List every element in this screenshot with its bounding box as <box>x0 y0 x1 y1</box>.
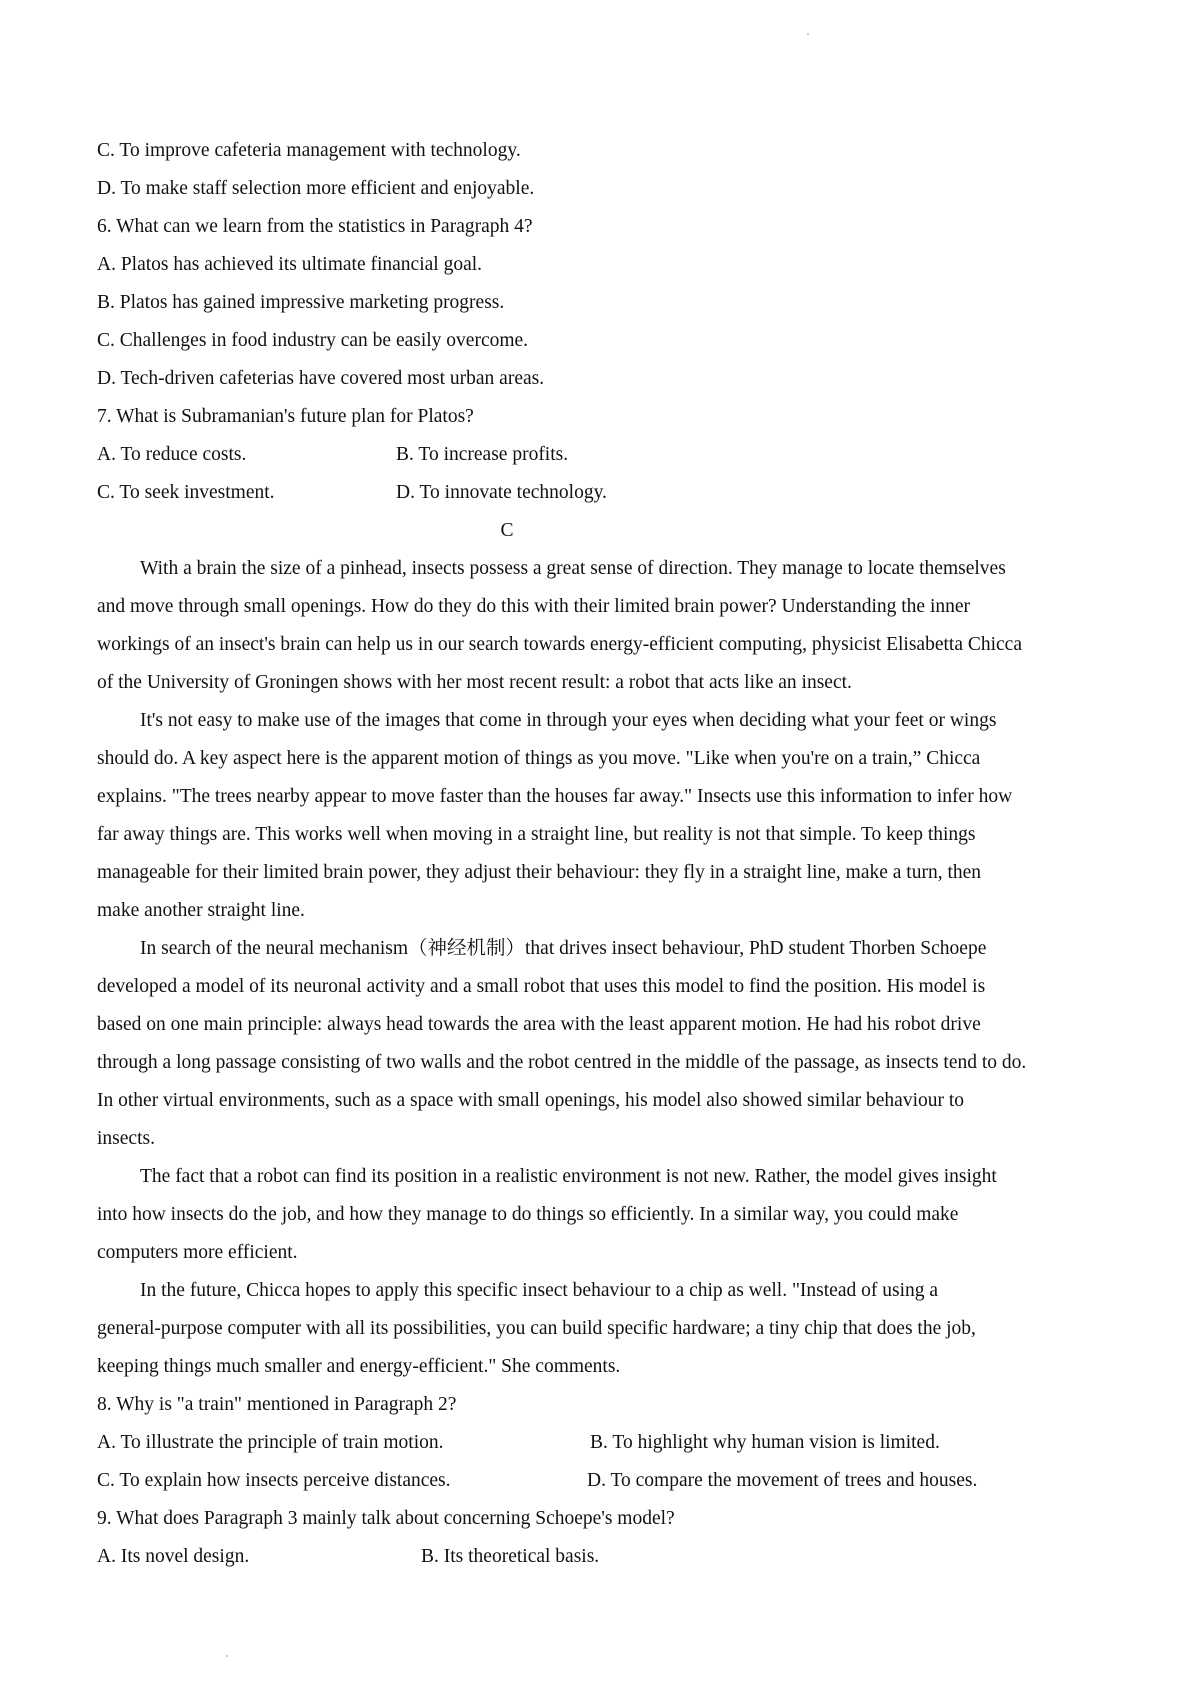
q8-option-d: D. To compare the movement of trees and houses. <box>587 1470 978 1491</box>
passage-line: computers more efficient. <box>97 1242 298 1263</box>
passage-line: of the University of Groningen shows with her most recent result: a robot that acts like an insect. <box>97 672 852 693</box>
section-heading: C <box>500 520 514 541</box>
q9-options-row-1 <box>97 1538 1117 1576</box>
passage-line: developed a model of its neuronal activity and a small robot that uses this model to find the position. His model is <box>97 976 986 997</box>
scan-speck <box>807 33 809 35</box>
page-content <box>97 132 1117 1576</box>
passage-line: The fact that a robot can find its position in a realistic environment is not new. Rather, the model gives insight <box>140 1166 997 1187</box>
q5-option-c: C. To improve cafeteria management with technology. <box>97 140 521 161</box>
passage-paragraph-1 <box>97 550 1117 702</box>
passage-line: manageable for their limited brain power, they adjust their behaviour: they fly in a straight line, make a turn, then <box>97 862 982 883</box>
q7-question: 7. What is Subramanian's future plan for Platos? <box>97 406 474 427</box>
q6-option-c: C. Challenges in food industry can be easily overcome. <box>97 330 529 351</box>
q7-options-row-1 <box>97 436 1117 474</box>
q7-options-row-2 <box>97 474 1117 512</box>
q8-option-b: B. To highlight why human vision is limited. <box>590 1432 940 1453</box>
q7-option-a: A. To reduce costs. <box>97 444 247 465</box>
passage-line: should do. A key aspect here is the apparent motion of things as you move. "Like when you're on a train,” Chicca <box>97 748 981 769</box>
passage-paragraph-2 <box>97 702 1117 930</box>
q7-option-c: C. To seek investment. <box>97 482 275 503</box>
passage-line: In search of the neural mechanism（神经机制）that drives insect behaviour, PhD student Thorben Schoepe <box>140 938 987 959</box>
passage-line: based on one main principle: always head towards the area with the least apparent motion. He had his robot drive <box>97 1014 981 1035</box>
q6-question: 6. What can we learn from the statistics in Paragraph 4? <box>97 216 533 237</box>
q8-options-row-2 <box>97 1462 1117 1500</box>
passage-line: and move through small openings. How do they do this with their limited brain power? Understanding the inner <box>97 596 971 617</box>
passage-line: workings of an insect's brain can help us in our search towards energy-efficient computing, physicist Elisabetta Chicca <box>97 634 1022 655</box>
q8-question: 8. Why is "a train" mentioned in Paragraph 2? <box>97 1394 457 1415</box>
q8-options-row-1 <box>97 1424 1117 1462</box>
passage-paragraph-3 <box>97 930 1117 1158</box>
q6-option-a: A. Platos has achieved its ultimate financial goal. <box>97 254 483 275</box>
q8-option-a: A. To illustrate the principle of train motion. <box>97 1432 444 1453</box>
passage-line: into how insects do the job, and how they manage to do things so efficiently. In a similar way, you could make <box>97 1204 959 1225</box>
q9-question: 9. What does Paragraph 3 mainly talk about concerning Schoepe's model? <box>97 1508 675 1529</box>
scan-speck <box>226 1655 228 1657</box>
q8-option-c: C. To explain how insects perceive distances. <box>97 1470 451 1491</box>
passage-line: It's not easy to make use of the images that come in through your eyes when deciding what your feet or wings <box>140 710 997 731</box>
passage-line: With a brain the size of a pinhead, insects possess a great sense of direction. They manage to locate themselves <box>140 558 1006 579</box>
passage-line: through a long passage consisting of two walls and the robot centred in the middle of the passage, as insects tend to do. <box>97 1052 1027 1073</box>
passage-paragraph-5 <box>97 1272 1117 1386</box>
passage-line: In other virtual environments, such as a space with small openings, his model also showed similar behaviour to <box>97 1090 965 1111</box>
passage-line: far away things are. This works well when moving in a straight line, but reality is not that simple. To keep things <box>97 824 976 845</box>
passage-line: make another straight line. <box>97 900 305 921</box>
passage-line: explains. "The trees nearby appear to move faster than the houses far away." Insects use this information to infer how <box>97 786 1013 807</box>
passage-line: insects. <box>97 1128 155 1149</box>
q9-option-a: A. Its novel design. <box>97 1546 250 1567</box>
q6-option-b: B. Platos has gained impressive marketing progress. <box>97 292 505 313</box>
q7-option-b: B. To increase profits. <box>396 444 569 465</box>
passage-line: keeping things much smaller and energy-efficient." She comments. <box>97 1356 621 1377</box>
passage-line: In the future, Chicca hopes to apply this specific insect behaviour to a chip as well. "Instead of using a <box>140 1280 939 1301</box>
q5-option-d: D. To make staff selection more efficient and enjoyable. <box>97 178 535 199</box>
q7-option-d: D. To innovate technology. <box>396 482 607 503</box>
q9-option-b: B. Its theoretical basis. <box>421 1546 600 1567</box>
passage-line: general-purpose computer with all its possibilities, you can build specific hardware; a tiny chip that does the job, <box>97 1318 976 1339</box>
passage-paragraph-4 <box>97 1158 1117 1272</box>
q6-option-d: D. Tech-driven cafeterias have covered most urban areas. <box>97 368 545 389</box>
